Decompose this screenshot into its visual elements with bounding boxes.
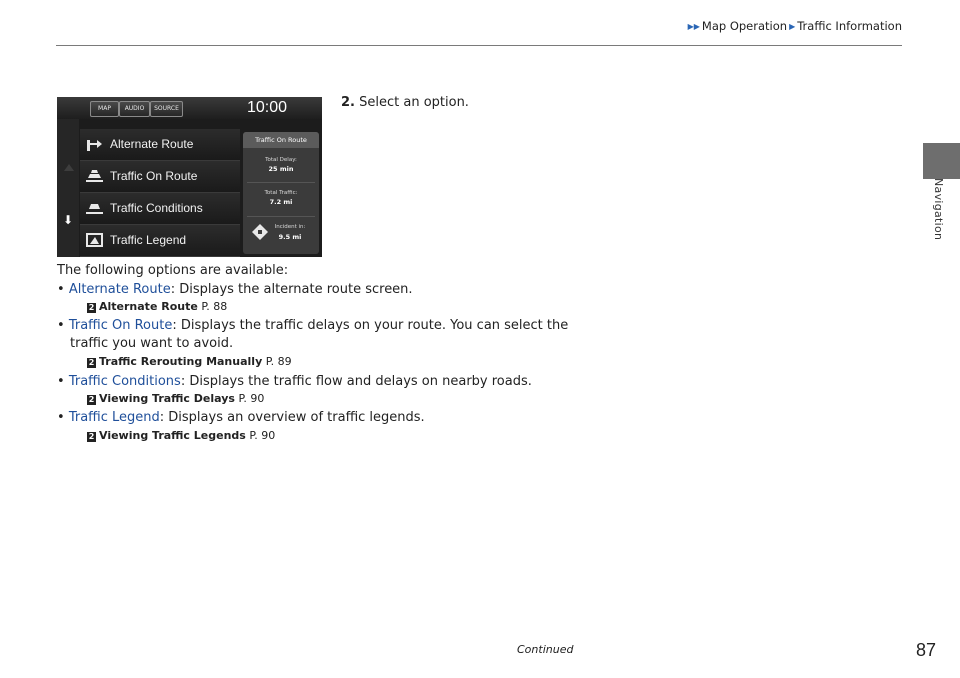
- panel-divider: [247, 216, 315, 217]
- traffic-on-route-icon: [86, 169, 103, 183]
- step-instruction: [341, 95, 469, 111]
- option-description: : Displays the traffic delays on your route. You can select the: [172, 318, 569, 333]
- bullet: •: [57, 282, 65, 297]
- option-name: Traffic On Route: [68, 318, 173, 333]
- screen-menu-item-traffic-on-route: [80, 161, 240, 193]
- triangle-right-icon: ▶▶: [687, 21, 700, 31]
- bullet: •: [57, 374, 65, 389]
- option-name: Alternate Route: [68, 282, 171, 297]
- screen-incident-label: Incident in:: [274, 224, 306, 230]
- reference-page[interactable]: P. 90: [238, 392, 265, 405]
- step-text: Select an option.: [359, 95, 469, 110]
- option-name: Traffic Legend: [68, 410, 160, 425]
- bullet: •: [57, 318, 65, 333]
- option-alternate-route: [57, 282, 413, 298]
- screen-total-delay-value: 25 min: [268, 165, 294, 173]
- alternate-route-icon: [86, 137, 103, 151]
- screen-menu-label: Traffic Conditions: [110, 201, 203, 215]
- reference-name[interactable]: Traffic Rerouting Manually: [99, 355, 263, 368]
- screen-menu-label: Traffic Legend: [110, 233, 187, 247]
- option-description: : Displays an overview of traffic legends.: [159, 410, 425, 425]
- traffic-legend-icon: [86, 233, 103, 247]
- screen-audio-button: AUDIO: [119, 101, 150, 117]
- reference-name[interactable]: Viewing Traffic Legends: [99, 429, 246, 442]
- reference-traffic-rerouting[interactable]: [87, 355, 292, 369]
- reference-arrow-icon: 2: [88, 358, 95, 367]
- screen-total-traffic-value: 7.2 mi: [269, 198, 293, 206]
- screen-panel-title: Traffic On Route: [243, 132, 319, 148]
- screen-total-delay-label: Total Delay:: [265, 157, 297, 163]
- bullet: •: [57, 410, 65, 425]
- option-traffic-conditions: [57, 374, 532, 390]
- reference-page[interactable]: P. 89: [265, 355, 292, 368]
- screen-menu-label: Traffic On Route: [110, 169, 198, 183]
- header-divider: [56, 45, 902, 46]
- option-traffic-legend: [57, 410, 425, 426]
- triangle-right-icon: ▶: [789, 21, 796, 31]
- reference-page[interactable]: P. 90: [249, 429, 276, 442]
- option-description: : Displays the alternate route screen.: [170, 282, 413, 297]
- option-name: Traffic Conditions: [68, 374, 181, 389]
- reference-arrow-icon: 2: [88, 303, 95, 312]
- option-traffic-on-route: [57, 318, 568, 334]
- breadcrumb-item-traffic-information[interactable]: Traffic Information: [797, 19, 902, 33]
- screen-total-traffic-label: Total Traffic:: [264, 190, 298, 196]
- panel-divider: [247, 182, 315, 183]
- step-number: 2.: [341, 95, 355, 110]
- reference-arrow-icon: 2: [88, 432, 95, 441]
- screen-menu-item-traffic-legend: [80, 225, 240, 257]
- chapter-label: Navigation: [932, 178, 945, 241]
- continued-label: Continued: [517, 643, 574, 656]
- screen-menu-item-alternate-route: [80, 129, 240, 161]
- traffic-conditions-icon: [86, 201, 103, 215]
- scroll-down-icon: ⬇: [63, 213, 74, 227]
- screen-scroll-column: [57, 119, 79, 257]
- reference-viewing-traffic-legends[interactable]: [87, 429, 275, 443]
- reference-arrow-icon: 2: [88, 395, 95, 404]
- reference-viewing-traffic-delays[interactable]: [87, 392, 264, 406]
- options-intro: The following options are available:: [57, 263, 289, 278]
- screen-source-button: SOURCE: [150, 101, 183, 117]
- option-description: : Displays the traffic flow and delays on nearby roads.: [180, 374, 532, 389]
- screen-incident-value: 9.5 mi: [278, 233, 302, 241]
- screen-clock: 10:00: [247, 99, 288, 116]
- navigation-screen-image: [57, 97, 322, 257]
- screen-menu-label: Alternate Route: [110, 137, 194, 151]
- screen-top-bar: [57, 97, 322, 119]
- reference-page[interactable]: P. 88: [201, 300, 228, 313]
- scroll-up-icon: [64, 164, 74, 171]
- option-description-continued: traffic you want to avoid.: [70, 336, 234, 351]
- reference-alternate-route[interactable]: [87, 300, 227, 314]
- reference-name[interactable]: Viewing Traffic Delays: [99, 392, 235, 405]
- chapter-tab: [923, 143, 960, 179]
- screen-map-button: MAP: [90, 101, 119, 117]
- reference-name[interactable]: Alternate Route: [99, 300, 198, 313]
- page-number: 87: [916, 640, 937, 660]
- screen-traffic-panel: [243, 132, 319, 254]
- breadcrumb: [688, 19, 902, 33]
- breadcrumb-item-map-operation[interactable]: Map Operation: [701, 19, 788, 33]
- screen-menu-item-traffic-conditions: [80, 193, 240, 225]
